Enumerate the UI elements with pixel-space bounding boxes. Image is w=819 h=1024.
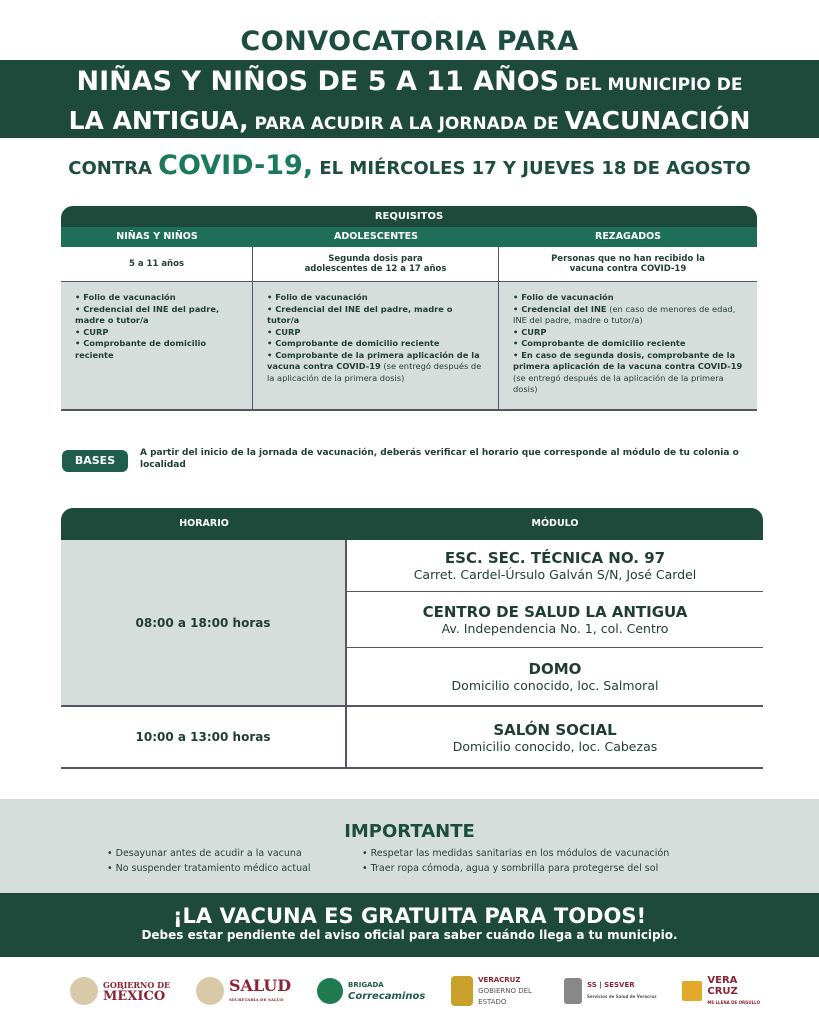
module-item <box>347 540 763 592</box>
module-item <box>347 592 763 648</box>
module-name: CENTRO DE SALUD LA ANTIGUA <box>422 603 688 621</box>
requirement-item: • Folio de vacunación <box>267 292 368 302</box>
module-item <box>347 648 763 705</box>
schedule-group <box>61 540 763 707</box>
requisitos-table <box>61 206 757 411</box>
free-vaccine-banner <box>0 893 819 957</box>
requirements-list <box>499 282 757 411</box>
requirement-item: • Folio de vacunación <box>513 292 614 302</box>
importante-panel <box>0 799 819 893</box>
vera-cruz-pattern-icon <box>682 981 702 1001</box>
logo-gobierno-mexico: GOBIERNO DE MÉXICO <box>70 977 170 1005</box>
requirement-item: • Comprobante de domicilio reciente <box>513 338 686 348</box>
title-contra: CONTRA <box>68 158 159 179</box>
col-header: NIÑAS Y NIÑOS <box>61 227 253 247</box>
tip: • Traer ropa cómoda, agua y sombrilla para protegerse del sol <box>362 863 659 874</box>
module-address: Av. Independencia No. 1, col. Centro <box>441 621 669 636</box>
tip: • No suspender tratamiento médico actual <box>107 863 311 874</box>
importante-title: IMPORTANTE <box>344 821 475 842</box>
logo-sesver: SS | SESVER Servicios de Salud de Veracruz <box>564 978 657 1004</box>
roadrunner-icon <box>317 978 343 1004</box>
free-subtext: Debes estar pendiente del aviso oficial para saber cuándo llega a tu municipio. <box>141 928 678 942</box>
free-headline: ¡LA VACUNA ES GRATUITA PARA TODOS! <box>172 904 647 928</box>
logo-veracruz-gobierno: VERACRUZ GOBIERNO DEL ESTADO <box>451 975 538 1008</box>
title-vacunacion: VACUNACIÓN <box>564 106 751 135</box>
requirement-item: • CURP <box>75 326 109 337</box>
requirements-list <box>253 282 499 411</box>
col-header: ADOLESCENTES <box>253 227 499 247</box>
requirements-list <box>61 282 253 411</box>
tip: • Desayunar antes de acudir a la vacuna <box>107 848 302 859</box>
horario-header: HORARIO <box>179 518 229 529</box>
module-address: Domicilio conocido, loc. Salmoral <box>451 678 659 693</box>
requirement-item: • Folio de vacunación <box>75 292 176 302</box>
title-kids: NIÑAS Y NIÑOS DE 5 A 11 AÑOS <box>76 66 560 97</box>
requirement-item: • Credencial del INE del padre, madre o tutor/a <box>267 303 453 325</box>
module-address: Carret. Cardel-Úrsulo Galván S/N, José Cardel <box>413 567 697 582</box>
eagle-seal-icon <box>196 977 224 1005</box>
col-subheader: Personas que no han recibido la vacuna contra COVID-19 <box>499 247 757 282</box>
requirement-item: • Comprobante de domicilio reciente <box>267 338 440 348</box>
module-name: SALÓN SOCIAL <box>493 720 617 739</box>
ss-emblem-icon <box>564 978 582 1004</box>
schedule-time: 10:00 a 13:00 horas <box>61 707 347 767</box>
col-subheader: Segunda dosis para adolescentes de 12 a 17 años <box>253 247 499 282</box>
requirement-item: • CURP <box>267 326 301 337</box>
tip: • Respetar las medidas sanitarias en los módulos de vacunación <box>362 848 670 859</box>
title-line1: CONVOCATORIA PARA <box>240 26 579 57</box>
horario-table <box>61 508 763 769</box>
module-name: DOMO <box>528 660 582 678</box>
eagle-seal-icon <box>70 977 98 1005</box>
col-subheader: 5 a 11 años <box>61 247 253 282</box>
module-item <box>347 707 763 767</box>
schedule-group <box>61 707 763 769</box>
title-antigua: LA ANTIGUA, <box>68 106 249 135</box>
logo-vera-cruz: VERA CRUZ ME LLENA DE ORGULLO <box>682 975 760 1008</box>
requirement-item: • Credencial del INE del padre, madre o tutor/a <box>75 303 220 325</box>
requirement-item: • Credencial del INE (en caso de menores de edad, INE del padre, madre o tutor/a) <box>513 303 736 325</box>
veracruz-shield-icon <box>451 976 473 1006</box>
title-line3 <box>0 150 819 181</box>
title-acudir: PARA ACUDIR A LA JORNADA DE <box>248 114 565 134</box>
col-header: REZAGADOS <box>499 227 757 247</box>
title-municipio: DEL MUNICIPIO DE <box>559 75 743 95</box>
title-band <box>0 60 819 138</box>
module-name: ESC. SEC. TÉCNICA NO. 97 <box>444 549 666 567</box>
title-dates: EL MIÉRCOLES 17 Y JUEVES 18 DE AGOSTO <box>313 158 751 179</box>
title-covid: COVID-19, <box>158 150 314 181</box>
requirement-item: • CURP <box>513 326 547 337</box>
modulo-header: MÓDULO <box>531 518 579 529</box>
requirement-item: • En caso de segunda dosis, comprobante de la primera aplicación de la vacuna contra COVID-19 (se entregó después de la aplicación de la primera dosis) <box>513 349 743 394</box>
requirement-item: • Comprobante de domicilio reciente <box>75 338 207 360</box>
bases-text: A partir del inicio de la jornada de vacunación, deberás verificar el horario que corresponde al módulo de tu colonia o localidad <box>140 448 739 470</box>
bases-badge: BASES <box>62 450 128 472</box>
logo-salud: SALUD SECRETARÍA DE SALUD <box>196 977 291 1005</box>
requisitos-title: REQUISITOS <box>61 206 757 227</box>
schedule-time: 08:00 a 18:00 horas <box>61 540 347 705</box>
module-address: Domicilio conocido, loc. Cabezas <box>452 738 658 754</box>
logos-bar <box>70 968 760 1014</box>
logo-brigada-correcaminos: BRIGADA Correcaminos <box>317 978 425 1004</box>
requirement-item: • Comprobante de la primera aplicación de la vacuna contra COVID-19 (se entregó después de la aplicación de la primera dosis) <box>267 349 482 383</box>
